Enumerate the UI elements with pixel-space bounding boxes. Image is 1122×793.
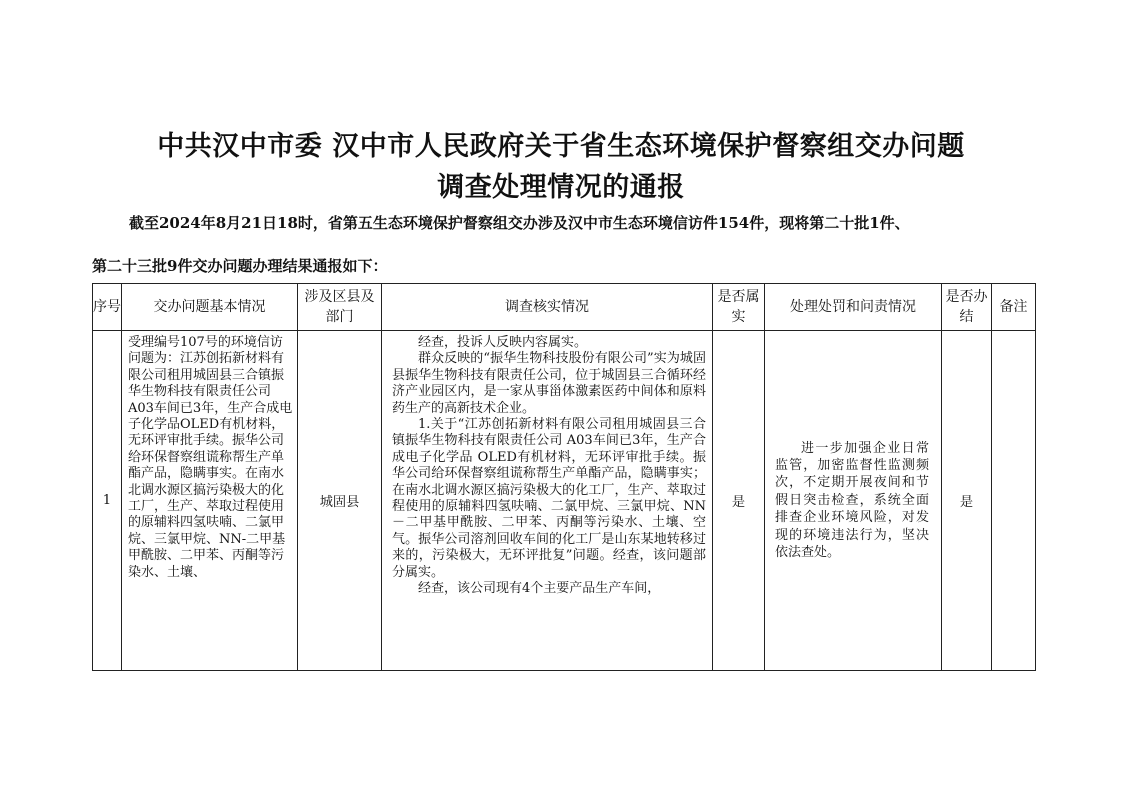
investigation-paragraph: 群众反映的“振华生物科技股份有限公司”实为城固县振华生物科技有限责任公司，位于城固县三合循环经济产业园区内，是一家从事甾体激素医药中间体和原料药生产的高新技术企业。	[392, 351, 706, 416]
document-title-line1: 中共汉中市委 汉中市人民政府关于省生态环境保护督察组交办问题	[157, 131, 965, 162]
header-remarks: 备注	[992, 284, 1036, 331]
intro-paragraph-line1: 截至2024年8月21日18时，省第五生态环境保护督察组交办涉及汉中市生态环境信访件154件，现将第二十批1件、	[129, 214, 910, 232]
investigation-paragraph: 经查，投诉人反映内容属实。	[418, 335, 588, 350]
intro-paragraph-line2: 第二十三批9件交办问题办理结果通报如下：	[92, 257, 388, 275]
header-penalty: 处理处罚和问责情况	[765, 284, 942, 331]
is-done-cell: 是	[942, 331, 992, 671]
department-cell: 城固县	[298, 331, 382, 671]
header-no: 序号	[93, 284, 122, 331]
investigation-text	[382, 331, 712, 670]
table-row	[93, 331, 1036, 671]
report-table	[92, 283, 1036, 671]
investigation-paragraph: 经查，该公司现有4个主要产品生产车间，	[418, 581, 661, 597]
header-is-true: 是否属实	[713, 284, 765, 331]
basic-info-text: 受理编号107号的环境信访问题为：江苏创拓新材料有限公司租用城固县三合镇振华生物科技有限责任公司A03车间已3年，生产合成电子化学品OLED有机材料，无环评审批手续。振华公司给环保督察组谎称帮生产单酯产品，隐瞒事实。在南水北调水源区搞污染极大的化工厂，生产、萃取过程使用的原辅料四氢呋喃、二氯甲烷、三氯甲烷、NN-二甲基甲酰胺、二甲苯、丙酮等污染水、土壤、	[128, 335, 293, 580]
document-title-line2: 调查处理情况的通报	[437, 172, 685, 203]
header-is-done: 是否办结	[942, 284, 992, 331]
table-header-row	[93, 284, 1036, 331]
header-department: 涉及区县及部门	[298, 284, 382, 331]
remarks-cell	[992, 331, 1036, 671]
investigation-paragraph: 1.关于“江苏创拓新材料有限公司租用城固县三合镇振华生物科技有限责任公司 A03车间已3年，生产合成电子化学品 OLED有机材料，无环评审批手续。振华公司给环保督察组谎称帮生产单酯产品，隐瞒事实；在南水北调水源区搞污染极大的化工厂，生产、萃取过程使用的原辅料四氢呋喃、二氯甲烷、三氯甲烷、NN－二甲基甲酰胺、二甲苯、丙酮等污染水、土壤、空气。振华公司溶剂回收车间的化工厂是山东某地转移过来的，污染极大，无环评批复”问题。经查，该问题部分属实。	[392, 417, 706, 580]
header-investigation: 调查核实情况	[382, 284, 713, 331]
penalty-cell	[765, 331, 942, 671]
investigation-cell	[382, 331, 713, 671]
is-true-cell: 是	[713, 331, 765, 671]
header-basic-info: 交办问题基本情况	[122, 284, 298, 331]
basic-info-cell	[122, 331, 298, 671]
row-number: 1	[93, 331, 122, 671]
penalty-text: 进一步加强企业日常监管，加密监督性监测频次，不定期开展夜间和节假日突击检查，系统全面排查企业环境风险，对发现的环境违法行为，坚决依法查处。	[775, 440, 929, 561]
